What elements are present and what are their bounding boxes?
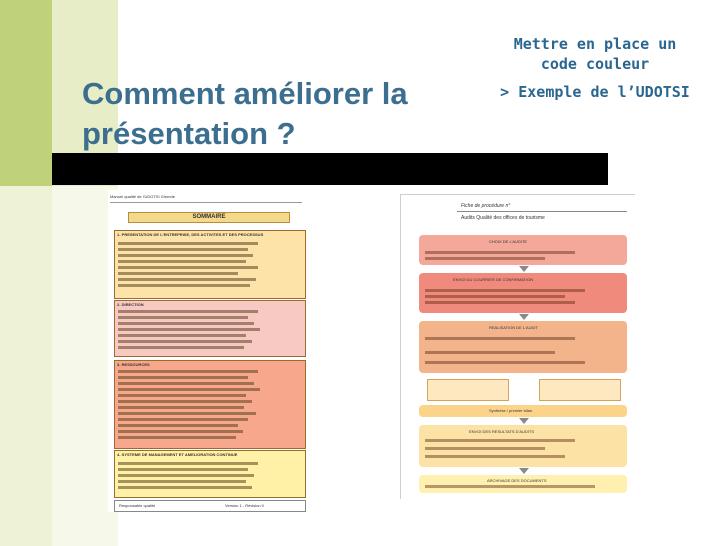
flow-arrow bbox=[519, 266, 529, 272]
toc-line bbox=[118, 486, 252, 489]
toc-line bbox=[118, 412, 256, 415]
toc-line bbox=[118, 418, 248, 421]
toc-line bbox=[118, 316, 248, 319]
manual-header: Manuel qualité de l’UDOTSI Gironde bbox=[110, 194, 175, 199]
header-rule bbox=[110, 202, 302, 203]
flow-text-line bbox=[425, 301, 575, 304]
section-heading: 4- SYSTEME DE MANAGEMENT ET AMELIORATION CONTINUE bbox=[117, 452, 238, 457]
procedure-header: Fiche de procédure n° bbox=[461, 203, 511, 209]
summary-banner: SOMMAIRE bbox=[128, 212, 290, 223]
toc-line bbox=[118, 382, 254, 385]
flow-step-label: ENVOI DU COURRIER DE CONFIRMATION bbox=[453, 277, 534, 282]
toc-line bbox=[118, 376, 248, 379]
toc-line bbox=[118, 430, 243, 433]
toc-line bbox=[118, 254, 253, 257]
flow-text-line bbox=[425, 251, 575, 254]
flow-arrow bbox=[519, 314, 529, 320]
flow-text-line bbox=[425, 439, 575, 442]
toc-line bbox=[118, 400, 252, 403]
footer-left: Responsable qualité bbox=[119, 503, 156, 508]
toc-line bbox=[118, 424, 238, 427]
footer-right: Version 1 - Révision 0 bbox=[225, 503, 264, 508]
title-divider-bar bbox=[52, 153, 608, 185]
toc-line bbox=[118, 266, 258, 269]
decorative-green-strip bbox=[0, 0, 52, 186]
manual-footer bbox=[114, 500, 306, 512]
decorative-lower-strip bbox=[0, 186, 52, 546]
flow-text-line bbox=[425, 455, 565, 458]
flow-step-label: Synthèse / premier bilan bbox=[489, 408, 533, 413]
flow-text-line bbox=[425, 351, 555, 354]
flow-step-label: ENVOI DES RESULTATS D'AUDITS bbox=[469, 429, 534, 434]
flow-step-choix bbox=[419, 235, 627, 265]
section-heading: 3- RESSOURCES bbox=[117, 362, 150, 367]
section-heading: 1- PRESENTATION DE L'ENTREPRISE, DES ACTIVITES ET DES PROCESSUS bbox=[117, 232, 264, 237]
toc-line bbox=[118, 474, 254, 477]
section-heading: 2- DIRECTION bbox=[117, 302, 144, 307]
toc-line bbox=[118, 370, 258, 373]
flow-text-line bbox=[425, 337, 575, 340]
flow-text-line bbox=[425, 485, 595, 488]
toc-line bbox=[118, 346, 244, 349]
annotation-note bbox=[500, 34, 690, 102]
flow-arrow bbox=[519, 468, 529, 474]
toc-line bbox=[118, 394, 246, 397]
header-rule bbox=[457, 211, 627, 212]
flow-substep-right bbox=[539, 379, 621, 401]
flow-step-resultats bbox=[419, 425, 627, 467]
flow-step-realisation bbox=[419, 321, 627, 373]
procedure-subtitle: Audits Qualité des offices de tourisme bbox=[461, 215, 545, 221]
toc-line bbox=[118, 436, 236, 439]
flow-text-line bbox=[425, 295, 565, 298]
flow-text-line bbox=[425, 447, 545, 450]
section-box-presentation bbox=[114, 230, 306, 299]
flow-text-line bbox=[425, 289, 585, 292]
toc-line bbox=[118, 322, 254, 325]
flow-text-line bbox=[425, 361, 585, 364]
toc-line bbox=[118, 334, 246, 337]
toc-line bbox=[118, 480, 246, 483]
slide-title: Comment améliorer la présentation ? bbox=[82, 76, 408, 151]
toc-line bbox=[118, 284, 250, 287]
quality-manual-thumbnail bbox=[108, 190, 308, 512]
toc-line bbox=[118, 242, 258, 245]
toc-line bbox=[118, 340, 252, 343]
flow-substep-left bbox=[427, 379, 509, 401]
flow-step-archivage bbox=[419, 475, 627, 493]
toc-line bbox=[118, 406, 244, 409]
note-line-2: > Exemple de l’UDOTSI bbox=[500, 83, 690, 101]
toc-line bbox=[118, 278, 256, 281]
toc-line bbox=[118, 260, 246, 263]
toc-line bbox=[118, 388, 260, 391]
toc-line bbox=[118, 248, 248, 251]
flow-step-label: ARCHIVAGE DES DOCUMENTS bbox=[487, 478, 547, 483]
procedure-flowchart-thumbnail bbox=[400, 194, 635, 499]
toc-line bbox=[118, 462, 258, 465]
flow-step-synthese bbox=[419, 405, 627, 417]
flow-arrow bbox=[519, 418, 529, 424]
flow-step-confirmation bbox=[419, 273, 627, 313]
toc-line bbox=[118, 272, 238, 275]
flow-step-label: CHOIX DE L'AUDITE bbox=[489, 239, 528, 244]
flow-text-line bbox=[425, 257, 545, 260]
flow-step-label: REALISATION DE L'AUDIT bbox=[489, 325, 538, 330]
toc-line bbox=[118, 468, 248, 471]
note-line-1: Mettre en place un code couleur bbox=[513, 35, 677, 73]
toc-line bbox=[118, 310, 258, 313]
toc-line bbox=[118, 328, 260, 331]
